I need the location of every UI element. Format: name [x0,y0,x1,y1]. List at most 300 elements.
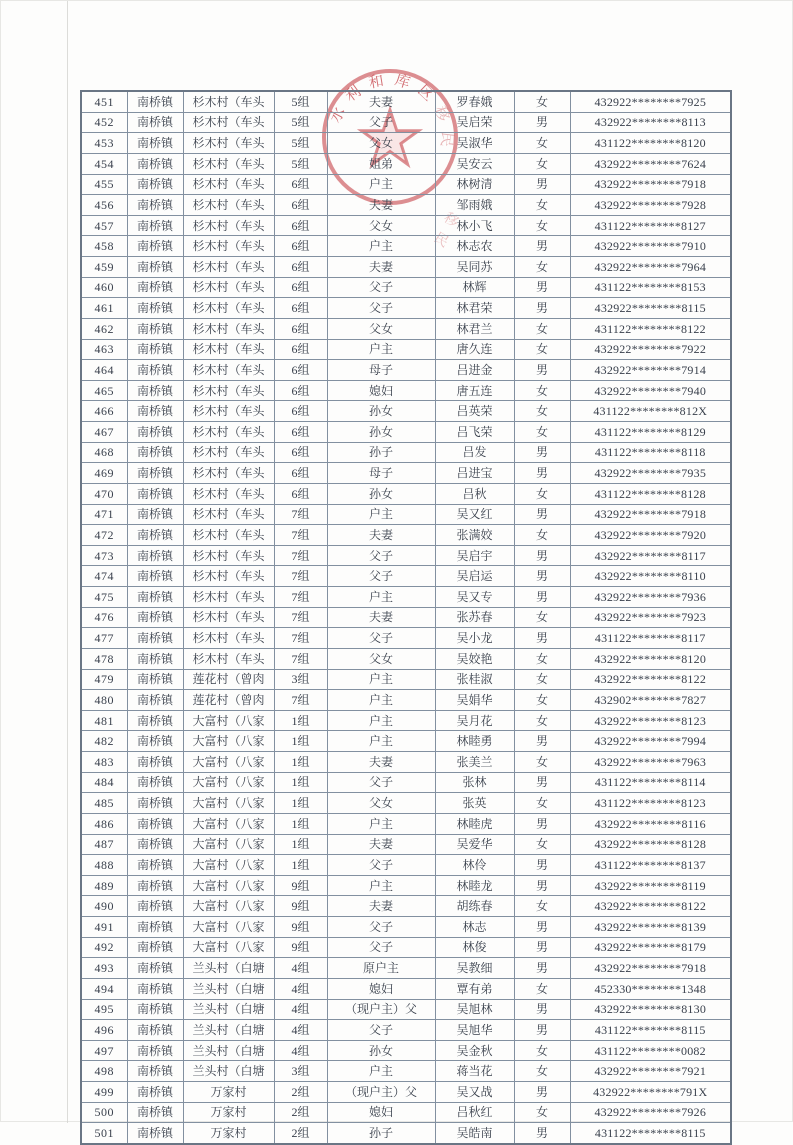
cell-id-number: 431122********812X [570,401,731,422]
cell-relation: 孙女 [327,1040,435,1061]
cell-gender: 男 [514,875,570,896]
cell-gender: 女 [514,153,570,174]
table-row [81,1082,731,1103]
cell-gender: 男 [514,813,570,834]
cell-index: 456 [81,195,127,216]
cell-town: 南桥镇 [127,813,183,834]
cell-group: 6组 [274,380,327,401]
cell-village: 杉木村（车头 [183,360,274,381]
cell-village: 杉木村（车头 [183,545,274,566]
table-row [81,978,731,999]
cell-gender: 女 [514,1040,570,1061]
cell-village: 杉木村（车头 [183,195,274,216]
table-row [81,153,731,174]
cell-gender: 男 [514,1020,570,1041]
cell-index: 491 [81,917,127,938]
cell-village: 杉木村（车头 [183,153,274,174]
cell-group: 2组 [274,1123,327,1144]
cell-relation: 父子 [327,1020,435,1041]
cell-name: 覃有弟 [435,978,514,999]
cell-town: 南桥镇 [127,937,183,958]
cell-relation: 户主 [327,813,435,834]
cell-gender: 女 [514,690,570,711]
cell-relation: 夫妻 [327,91,435,112]
cell-name: 吴启运 [435,566,514,587]
cell-group: 6组 [274,298,327,319]
cell-id-number: 431122********8123 [570,793,731,814]
cell-group: 7组 [274,525,327,546]
cell-index: 472 [81,525,127,546]
cell-name: 林伶 [435,855,514,876]
cell-town: 南桥镇 [127,772,183,793]
cell-id-number: 432922********7925 [570,91,731,112]
cell-relation: 户主 [327,710,435,731]
cell-town: 南桥镇 [127,978,183,999]
cell-gender: 女 [514,710,570,731]
cell-index: 497 [81,1040,127,1061]
cell-name: 林睦龙 [435,875,514,896]
cell-group: 6组 [274,422,327,443]
table-row [81,133,731,154]
table-row [81,958,731,979]
cell-town: 南桥镇 [127,360,183,381]
cell-village: 杉木村（车头 [183,257,274,278]
cell-id-number: 432922********8130 [570,999,731,1020]
table-row [81,855,731,876]
cell-village: 杉木村（车头 [183,463,274,484]
cell-town: 南桥镇 [127,298,183,319]
table-row [81,669,731,690]
table-row [81,195,731,216]
cell-index: 482 [81,731,127,752]
cell-id-number: 431122********8129 [570,422,731,443]
cell-name: 吴小龙 [435,628,514,649]
cell-index: 498 [81,1061,127,1082]
cell-index: 452 [81,112,127,133]
cell-relation: （现户主）父 [327,1082,435,1103]
cell-gender: 男 [514,504,570,525]
cell-id-number: 431122********8153 [570,277,731,298]
cell-relation: 父子 [327,545,435,566]
cell-id-number: 431122********8115 [570,1123,731,1144]
cell-gender: 女 [514,896,570,917]
table-row [81,318,731,339]
table-row [81,999,731,1020]
cell-id-number: 432922********7918 [570,174,731,195]
cell-gender: 男 [514,566,570,587]
cell-town: 南桥镇 [127,112,183,133]
table-row [81,339,731,360]
cell-name: 张满姣 [435,525,514,546]
cell-name: 吕飞荣 [435,422,514,443]
cell-relation: 母子 [327,360,435,381]
cell-id-number: 432902********7827 [570,690,731,711]
cell-index: 460 [81,277,127,298]
table-row [81,257,731,278]
cell-name: 张林 [435,772,514,793]
cell-village: 大富村（八家 [183,937,274,958]
table-row [81,277,731,298]
cell-gender: 男 [514,277,570,298]
cell-relation: 孙子 [327,1123,435,1144]
cell-village: 大富村（八家 [183,752,274,773]
cell-village: 兰头村（白塘 [183,978,274,999]
cell-group: 6组 [274,360,327,381]
cell-town: 南桥镇 [127,1040,183,1061]
cell-name: 吴淑华 [435,133,514,154]
cell-name: 吴旭林 [435,999,514,1020]
table-row [81,1123,731,1144]
cell-village: 杉木村（车头 [183,607,274,628]
cell-relation: 户主 [327,731,435,752]
cell-index: 451 [81,91,127,112]
cell-index: 476 [81,607,127,628]
cell-town: 南桥镇 [127,834,183,855]
cell-group: 7组 [274,690,327,711]
cell-id-number: 432922********8110 [570,566,731,587]
cell-name: 林君荣 [435,298,514,319]
cell-town: 南桥镇 [127,257,183,278]
cell-index: 468 [81,442,127,463]
table-row [81,731,731,752]
cell-gender: 男 [514,112,570,133]
cell-id-number: 432922********7918 [570,958,731,979]
cell-group: 5组 [274,133,327,154]
cell-village: 杉木村（车头 [183,587,274,608]
cell-town: 南桥镇 [127,277,183,298]
cell-relation: 户主 [327,236,435,257]
cell-group: 4组 [274,978,327,999]
cell-village: 大富村（八家 [183,710,274,731]
cell-group: 6组 [274,401,327,422]
table-row [81,793,731,814]
cell-relation: 媳妇 [327,1102,435,1123]
cell-village: 兰头村（白塘 [183,1040,274,1061]
cell-relation: 父子 [327,566,435,587]
cell-id-number: 432922********7994 [570,731,731,752]
cell-village: 杉木村（车头 [183,277,274,298]
cell-name: 吴旭华 [435,1020,514,1041]
cell-village: 杉木村（车头 [183,483,274,504]
cell-town: 南桥镇 [127,380,183,401]
cell-relation: 父子 [327,628,435,649]
cell-relation: 原户主 [327,958,435,979]
cell-index: 500 [81,1102,127,1123]
cell-name: 吴月花 [435,710,514,731]
cell-relation: 父子 [327,855,435,876]
cell-relation: 夫妻 [327,752,435,773]
cell-gender: 男 [514,958,570,979]
cell-town: 南桥镇 [127,731,183,752]
cell-village: 杉木村（车头 [183,525,274,546]
cell-group: 4组 [274,1020,327,1041]
cell-village: 杉木村（车头 [183,566,274,587]
table-row [81,710,731,731]
cell-group: 1组 [274,793,327,814]
cell-group: 1组 [274,855,327,876]
cell-relation: 孙子 [327,442,435,463]
cell-relation: 夫妻 [327,607,435,628]
cell-town: 南桥镇 [127,91,183,112]
cell-index: 466 [81,401,127,422]
cell-group: 6组 [274,215,327,236]
cell-village: 大富村（八家 [183,855,274,876]
cell-gender: 女 [514,195,570,216]
table-row [81,1020,731,1041]
cell-id-number: 432922********8115 [570,298,731,319]
cell-gender: 女 [514,607,570,628]
cell-name: 吴教细 [435,958,514,979]
cell-name: 邹雨娥 [435,195,514,216]
cell-village: 杉木村（车头 [183,112,274,133]
table-row [81,174,731,195]
cell-village: 大富村（八家 [183,896,274,917]
cell-town: 南桥镇 [127,1061,183,1082]
cell-relation: 户主 [327,1061,435,1082]
cell-id-number: 432922********7910 [570,236,731,257]
table-row [81,401,731,422]
table-row [81,813,731,834]
cell-village: 杉木村（车头 [183,133,274,154]
cell-id-number: 432922********7624 [570,153,731,174]
cell-town: 南桥镇 [127,690,183,711]
cell-gender: 女 [514,978,570,999]
cell-index: 484 [81,772,127,793]
cell-relation: 父女 [327,648,435,669]
cell-gender: 男 [514,731,570,752]
cell-town: 南桥镇 [127,566,183,587]
cell-gender: 女 [514,215,570,236]
cell-village: 杉木村（车头 [183,422,274,443]
cell-town: 南桥镇 [127,318,183,339]
cell-index: 481 [81,710,127,731]
cell-id-number: 431122********8117 [570,628,731,649]
cell-town: 南桥镇 [127,607,183,628]
table-row [81,1102,731,1123]
seal-arc-text-main: 水利和库区 [327,72,443,126]
cell-relation: 父子 [327,937,435,958]
cell-group: 1组 [274,772,327,793]
cell-village: 万家村 [183,1102,274,1123]
table-row [81,91,731,112]
cell-gender: 女 [514,1102,570,1123]
cell-group: 6组 [274,483,327,504]
cell-index: 479 [81,669,127,690]
cell-relation: 孙女 [327,422,435,443]
cell-gender: 男 [514,1123,570,1144]
cell-id-number: 432922********7940 [570,380,731,401]
cell-group: 9组 [274,917,327,938]
cell-group: 9组 [274,937,327,958]
cell-group: 1组 [274,731,327,752]
cell-village: 杉木村（车头 [183,174,274,195]
cell-group: 5组 [274,112,327,133]
cell-index: 501 [81,1123,127,1144]
cell-town: 南桥镇 [127,1020,183,1041]
cell-name: 吕秋 [435,483,514,504]
cell-group: 2组 [274,1102,327,1123]
cell-village: 杉木村（车头 [183,628,274,649]
table-row [81,1040,731,1061]
cell-gender: 男 [514,772,570,793]
cell-relation: 父子 [327,917,435,938]
cell-id-number: 452330********1348 [570,978,731,999]
table-row [81,504,731,525]
cell-town: 南桥镇 [127,174,183,195]
cell-relation: 夫妻 [327,195,435,216]
cell-gender: 男 [514,999,570,1020]
cell-name: 林小飞 [435,215,514,236]
table-row [81,834,731,855]
cell-town: 南桥镇 [127,1102,183,1123]
cell-gender: 男 [514,174,570,195]
cell-town: 南桥镇 [127,442,183,463]
cell-index: 477 [81,628,127,649]
cell-group: 1组 [274,752,327,773]
cell-group: 5组 [274,153,327,174]
cell-name: 蒋当花 [435,1061,514,1082]
cell-group: 4组 [274,958,327,979]
cell-group: 1组 [274,710,327,731]
table-row [81,360,731,381]
cell-index: 480 [81,690,127,711]
cell-name: 吴姣艳 [435,648,514,669]
cell-id-number: 431122********8127 [570,215,731,236]
cell-index: 465 [81,380,127,401]
cell-town: 南桥镇 [127,153,183,174]
scan-edge-line [67,1,68,1123]
cell-gender: 女 [514,793,570,814]
cell-group: 2组 [274,1082,327,1103]
cell-town: 南桥镇 [127,793,183,814]
cell-name: 吴金秋 [435,1040,514,1061]
cell-town: 南桥镇 [127,545,183,566]
cell-relation: 父女 [327,133,435,154]
cell-index: 457 [81,215,127,236]
cell-id-number: 432922********7963 [570,752,731,773]
cell-relation: 户主 [327,690,435,711]
cell-id-number: 431122********8118 [570,442,731,463]
cell-index: 467 [81,422,127,443]
cell-town: 南桥镇 [127,710,183,731]
cell-index: 486 [81,813,127,834]
table-row [81,752,731,773]
cell-id-number: 432922********7914 [570,360,731,381]
cell-town: 南桥镇 [127,648,183,669]
cell-id-number: 431122********0082 [570,1040,731,1061]
cell-id-number: 431122********8114 [570,772,731,793]
cell-gender: 女 [514,401,570,422]
cell-gender: 男 [514,855,570,876]
cell-index: 499 [81,1082,127,1103]
cell-id-number: 432922********8119 [570,875,731,896]
cell-relation: 父女 [327,793,435,814]
cell-name: 张苏春 [435,607,514,628]
table-row [81,463,731,484]
table-row [81,917,731,938]
cell-relation: 父女 [327,318,435,339]
cell-gender: 男 [514,360,570,381]
cell-village: 杉木村（车头 [183,236,274,257]
cell-village: 杉木村（车头 [183,91,274,112]
cell-group: 6组 [274,236,327,257]
cell-name: 林俊 [435,937,514,958]
cell-town: 南桥镇 [127,133,183,154]
cell-group: 3组 [274,1061,327,1082]
cell-name: 吕进宝 [435,463,514,484]
cell-id-number: 432922********8116 [570,813,731,834]
cell-town: 南桥镇 [127,917,183,938]
cell-name: 吴同苏 [435,257,514,278]
cell-gender: 男 [514,442,570,463]
cell-town: 南桥镇 [127,752,183,773]
cell-id-number: 432922********8123 [570,710,731,731]
cell-group: 7组 [274,545,327,566]
cell-group: 3组 [274,669,327,690]
cell-id-number: 431122********8115 [570,1020,731,1041]
cell-id-number: 432922********8128 [570,834,731,855]
cell-village: 杉木村（车头 [183,380,274,401]
cell-gender: 女 [514,483,570,504]
cell-id-number: 432922********8122 [570,896,731,917]
cell-relation: 父女 [327,215,435,236]
table-row [81,298,731,319]
cell-village: 大富村（八家 [183,834,274,855]
cell-relation: （现户主）父 [327,999,435,1020]
cell-group: 6组 [274,174,327,195]
cell-id-number: 432922********7936 [570,587,731,608]
cell-id-number: 432922********7926 [570,1102,731,1123]
cell-town: 南桥镇 [127,875,183,896]
cell-name: 吕进金 [435,360,514,381]
cell-index: 483 [81,752,127,773]
cell-name: 唐久连 [435,339,514,360]
cell-index: 471 [81,504,127,525]
cell-village: 兰头村（白塘 [183,1020,274,1041]
cell-name: 林志农 [435,236,514,257]
cell-name: 吕发 [435,442,514,463]
cell-id-number: 432922********8179 [570,937,731,958]
cell-name: 吴娟华 [435,690,514,711]
cell-id-number: 432922********8120 [570,648,731,669]
table-row [81,215,731,236]
cell-group: 6组 [274,442,327,463]
cell-name: 吕秋红 [435,1102,514,1123]
cell-relation: 户主 [327,669,435,690]
cell-name: 吕英荣 [435,401,514,422]
cell-name: 林志 [435,917,514,938]
cell-id-number: 431122********8137 [570,855,731,876]
cell-relation: 孙女 [327,401,435,422]
cell-name: 唐五连 [435,380,514,401]
cell-index: 473 [81,545,127,566]
cell-relation: 孙女 [327,483,435,504]
table-row [81,690,731,711]
table-body [81,91,731,1144]
cell-town: 南桥镇 [127,215,183,236]
cell-village: 杉木村（车头 [183,318,274,339]
cell-gender: 男 [514,917,570,938]
cell-village: 杉木村（车头 [183,442,274,463]
cell-gender: 男 [514,587,570,608]
cell-name: 吴启宇 [435,545,514,566]
cell-gender: 女 [514,380,570,401]
cell-group: 6组 [274,195,327,216]
cell-group: 7组 [274,587,327,608]
seal-arc-text-trail: 移民 [431,104,455,157]
cell-index: 494 [81,978,127,999]
cell-village: 万家村 [183,1123,274,1144]
